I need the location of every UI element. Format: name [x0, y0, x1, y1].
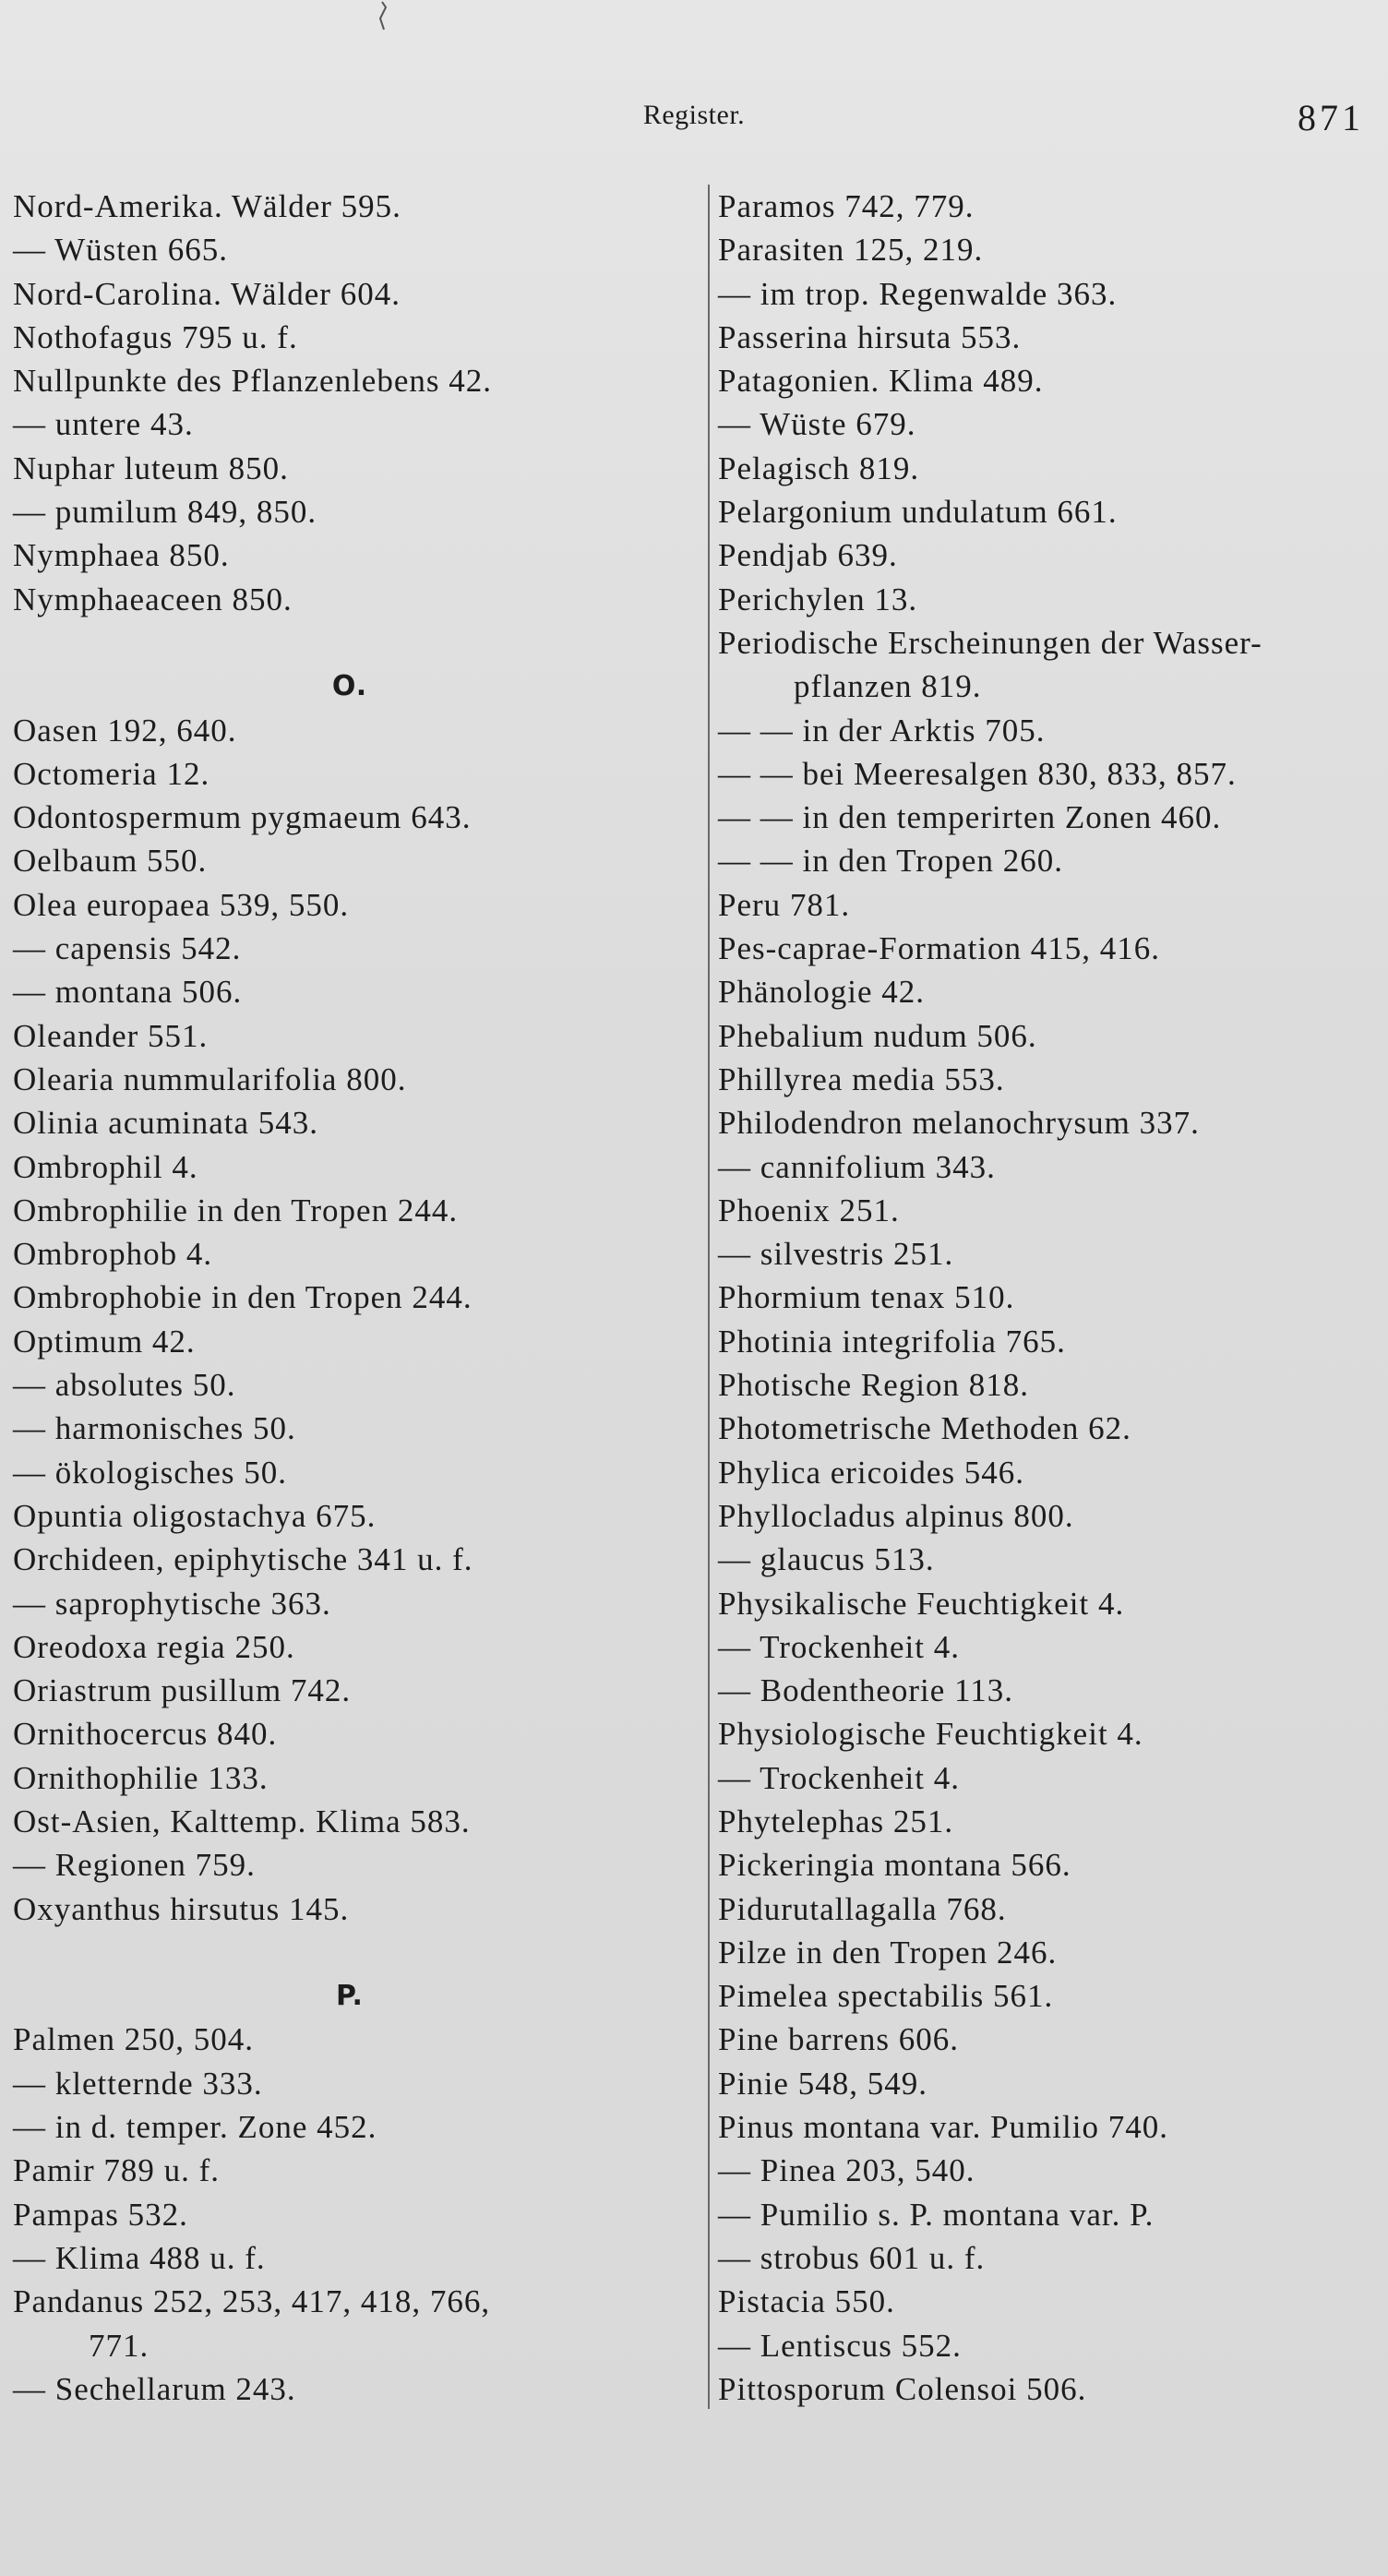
index-entry: Physiologische Feuchtigkeit 4.	[718, 1716, 1143, 1753]
right-column	[718, 185, 1375, 2411]
index-entry: Orchideen, epiphytische 341 u. f.	[13, 1541, 473, 1578]
index-entry: Palmen 250, 504.	[13, 2021, 254, 2058]
index-entry: Pes-caprae-Formation 415, 416.	[718, 930, 1161, 967]
index-entry: Photinia integrifolia 765.	[718, 1323, 1066, 1360]
index-entry: Nord-Amerika. Wälder 595.	[13, 188, 401, 224]
index-entry: Pamir 789 u. f.	[13, 2152, 221, 2189]
scan-mark	[373, 0, 393, 31]
index-entry: — Bodentheorie 113.	[718, 1672, 1014, 1709]
index-entry: Olearia nummularifolia 800.	[13, 1060, 407, 1097]
index-entry: Parasiten 125, 219.	[718, 232, 984, 269]
index-entry: — ökologisches 50.	[13, 1454, 288, 1491]
index-entry: Nullpunkte des Pflanzenlebens 42.	[13, 363, 493, 400]
index-entry: Pelagisch 819.	[718, 449, 920, 486]
index-entry: — montana 506.	[13, 974, 243, 1011]
index-entry: Ombrophob 4.	[13, 1236, 213, 1273]
section-letter-heading: O.	[331, 670, 368, 703]
index-entry: — glaucus 513.	[718, 1541, 935, 1578]
index-entry: Pampas 532.	[13, 2196, 188, 2233]
index-entry: Pinie 548, 549.	[718, 2065, 927, 2102]
index-entry: Octomeria 12.	[13, 755, 210, 792]
index-entry: — silvestris 251.	[718, 1236, 954, 1273]
index-entry: Oreodoxa regia 250.	[13, 1628, 295, 1665]
index-entry: Passerina hirsuta 553.	[718, 318, 1022, 355]
index-entry: — cannifolium 343.	[718, 1148, 996, 1185]
index-entry: Pickeringia montana 566.	[718, 1847, 1071, 1884]
column-divider	[708, 185, 710, 2409]
index-entry: Odontospermum pygmaeum 643.	[13, 799, 472, 836]
index-entry: Nymphaeaceen 850.	[13, 581, 293, 617]
index-entry: Nuphar luteum 850.	[13, 449, 289, 486]
index-entry: Pidurutallagalla 768.	[718, 1890, 1007, 1927]
index-entry: — strobus 601 u. f.	[718, 2239, 986, 2276]
index-entry: — saprophytische 363.	[13, 1585, 331, 1622]
index-entry: Ombrophil 4.	[13, 1148, 198, 1185]
index-entry: Oxyanthus hirsutus 145.	[13, 1890, 350, 1927]
index-entry: Peru 781.	[718, 886, 851, 923]
running-head: Register.	[642, 100, 746, 130]
index-entry: — — in der Arktis 705.	[718, 712, 1046, 749]
index-entry: Pandanus 252, 253, 417, 418, 766,	[13, 2283, 491, 2320]
index-entry: Olinia acuminata 543.	[13, 1105, 319, 1142]
index-entry: — in d. temper. Zone 452.	[13, 2109, 377, 2146]
index-entry: — Sechellarum 243.	[13, 2370, 296, 2407]
index-entry: Photometrische Methoden 62.	[718, 1410, 1131, 1447]
index-entry: Optimum 42.	[13, 1323, 196, 1360]
index-entry: Phillyrea media 553.	[718, 1060, 1005, 1097]
index-entry: — — in den temperirten Zonen 460.	[718, 799, 1222, 836]
index-entry: Phänologie 42.	[718, 974, 925, 1011]
index-entry: Phytelephas 251.	[718, 1803, 954, 1839]
index-entry: Pilze in den Tropen 246.	[718, 1934, 1058, 1971]
index-entry: Oasen 192, 640.	[13, 712, 237, 749]
index-entry: Patagonien. Klima 489.	[718, 363, 1044, 400]
index-entry: Opuntia oligostachya 675.	[13, 1497, 377, 1534]
index-entry: Phyllocladus alpinus 800.	[718, 1497, 1074, 1534]
index-entry: Phylica ericoides 546.	[718, 1454, 1025, 1491]
index-entry: Olea europaea 539, 550.	[13, 886, 350, 923]
index-entry: Phormium tenax 510.	[718, 1279, 1015, 1316]
index-entry: Philodendron melanochrysum 337.	[718, 1105, 1200, 1142]
page-number: 871	[1298, 97, 1364, 138]
index-entry: Paramos 742, 779.	[718, 188, 975, 224]
index-entry: — kletternde 333.	[13, 2065, 263, 2102]
index-entry: Pine barrens 606.	[718, 2021, 959, 2058]
index-entry: Oriastrum pusillum 742.	[13, 1672, 352, 1709]
index-entry: — untere 43.	[13, 406, 194, 443]
index-entry: Pendjab 639.	[718, 537, 898, 574]
index-entry: — Lentiscus 552.	[718, 2327, 962, 2364]
index-entry: — Trockenheit 4.	[718, 1759, 960, 1796]
index-entry: Ornithophilie 133.	[13, 1759, 269, 1796]
index-entry: 771.	[89, 2327, 150, 2364]
index-entry: — Trockenheit 4.	[718, 1628, 960, 1665]
index-entry: Ornithocercus 840.	[13, 1716, 278, 1753]
index-entry: — absolutes 50.	[13, 1367, 236, 1404]
index-entry: pflanzen 819.	[794, 668, 982, 705]
index-entry: Pittosporum Colensoi 506.	[718, 2370, 1087, 2407]
index-entry: — Regionen 759.	[13, 1847, 256, 1884]
index-entry: Nothofagus 795 u. f.	[13, 318, 298, 355]
index-entry: — Pinea 203, 540.	[718, 2152, 975, 2189]
index-entry: — pumilum 849, 850.	[13, 494, 317, 531]
index-entry: — Klima 488 u. f.	[13, 2239, 266, 2276]
index-entry: — Pumilio s. P. montana var. P.	[718, 2196, 1155, 2233]
index-entry: Oelbaum 550.	[13, 843, 208, 880]
index-entry: Periodische Erscheinungen der Wasser-	[718, 624, 1262, 661]
spacer	[13, 621, 687, 665]
index-entry: Ost-Asien, Kalttemp. Klima 583.	[13, 1803, 471, 1839]
index-entry: Phebalium nudum 506.	[718, 1017, 1037, 1054]
index-entry: Phoenix 251.	[718, 1192, 900, 1228]
index-entry: Oleander 551.	[13, 1017, 209, 1054]
index-entry: — — in den Tropen 260.	[718, 843, 1063, 880]
index-entry: Photische Region 818.	[718, 1367, 1029, 1404]
index-entry: Nord-Carolina. Wälder 604.	[13, 275, 401, 312]
index-entry: — capensis 542.	[13, 930, 242, 967]
index-entry: Pinus montana var. Pumilio 740.	[718, 2109, 1168, 2146]
section-letter-heading: P.	[336, 1980, 364, 2013]
spacer	[13, 1931, 687, 1974]
index-entry: — — bei Meeresalgen 830, 833, 857.	[718, 755, 1237, 792]
index-entry: Ombrophobie in den Tropen 244.	[13, 1279, 473, 1316]
index-entry: Nymphaea 850.	[13, 537, 230, 574]
index-entry: — harmonisches 50.	[13, 1410, 296, 1447]
index-entry: — im trop. Regenwalde 363.	[718, 275, 1118, 312]
left-column	[13, 185, 687, 2411]
index-entry: Pistacia 550.	[718, 2283, 895, 2320]
index-entry: Pimelea spectabilis 561.	[718, 1978, 1054, 2015]
index-entry: Ombrophilie in den Tropen 244.	[13, 1192, 459, 1228]
index-entry: — Wüsten 665.	[13, 232, 229, 269]
index-entry: Pelargonium undulatum 661.	[718, 494, 1118, 531]
index-entry: Physikalische Feuchtigkeit 4.	[718, 1585, 1125, 1622]
index-entry: Perichylen 13.	[718, 581, 918, 617]
index-entry: — Wüste 679.	[718, 406, 916, 443]
